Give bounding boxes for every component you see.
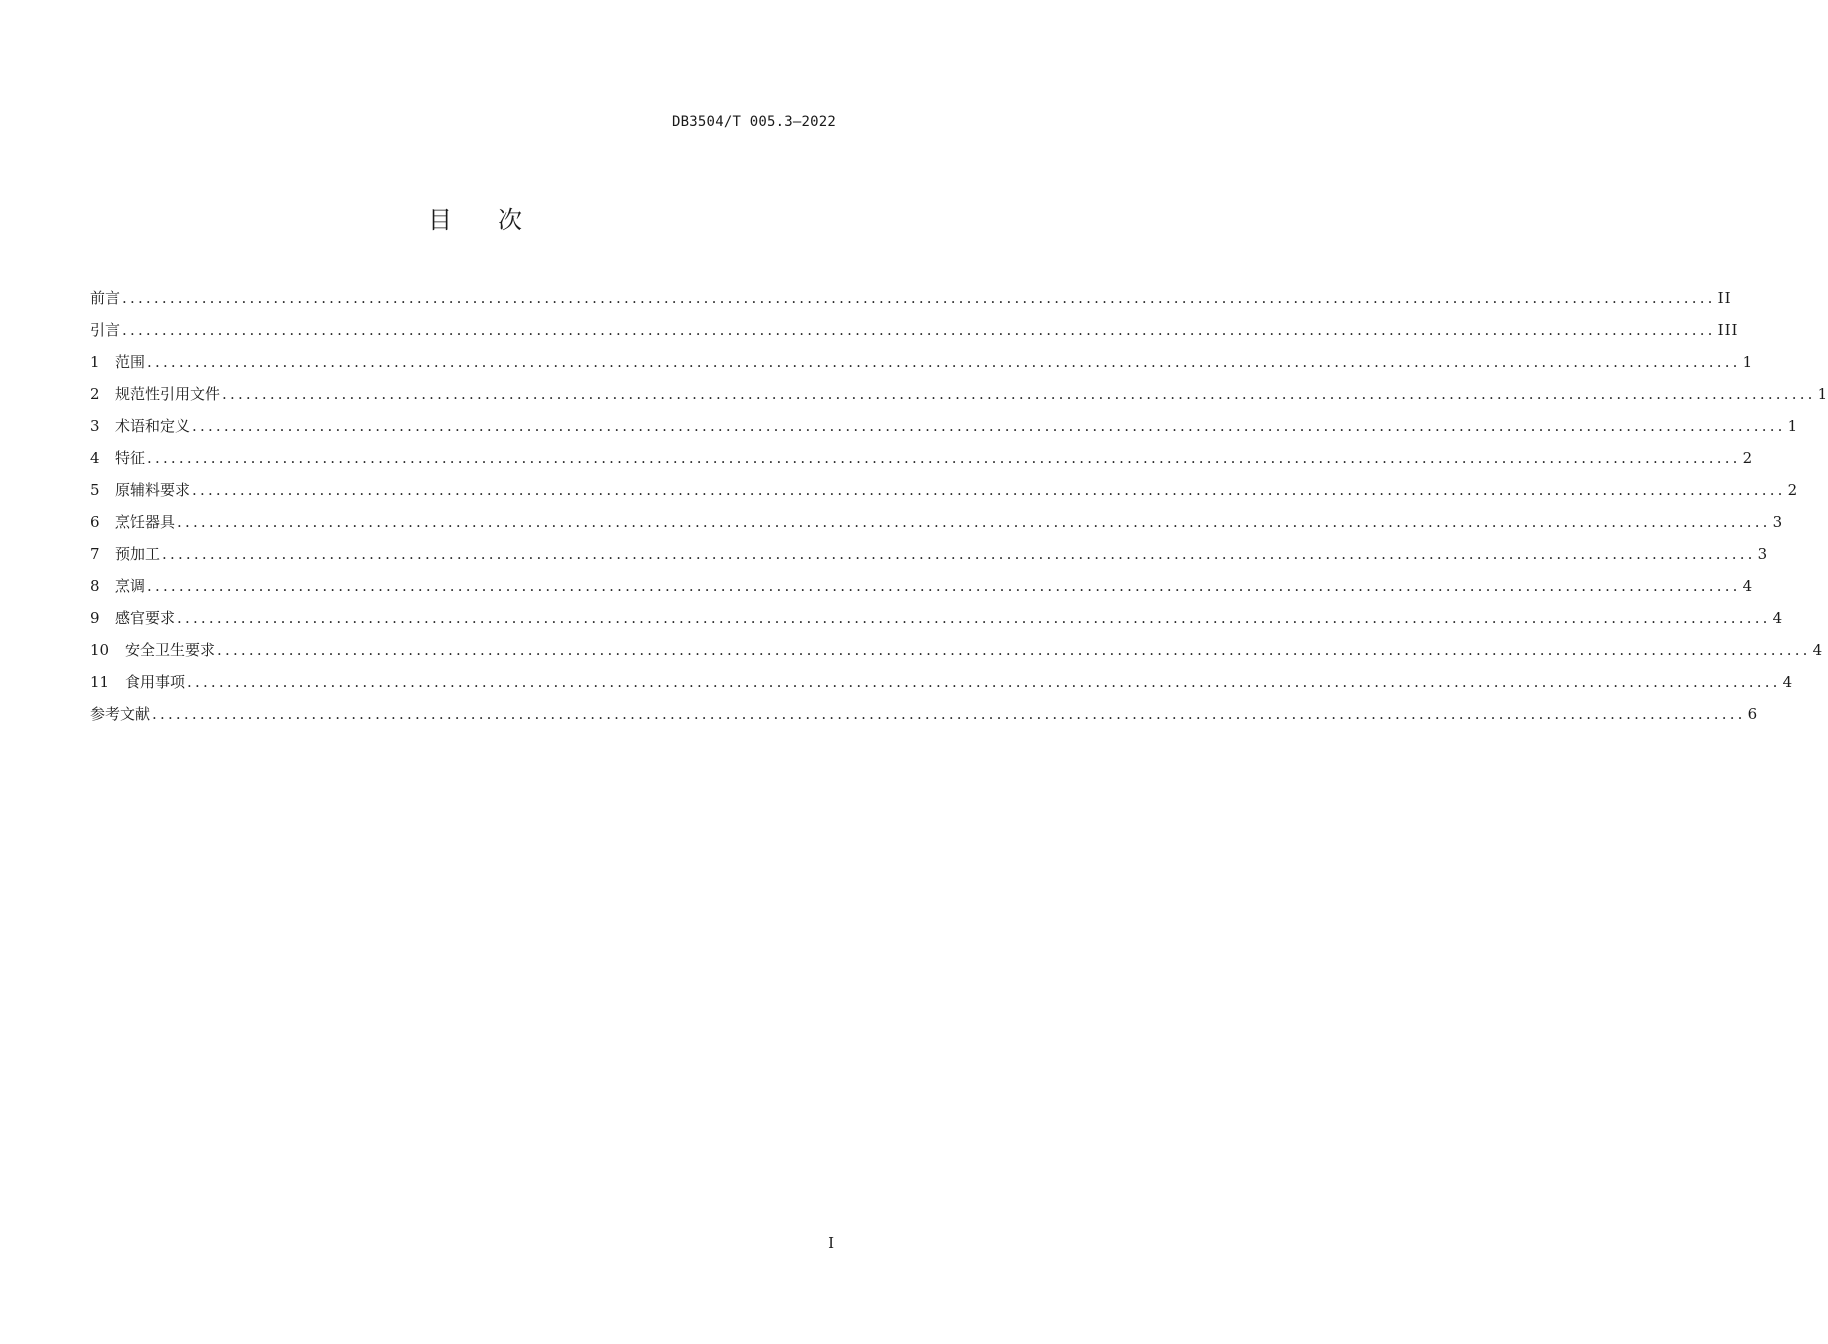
toc-leader-dots: ........................................................................................................................................................................................................: [122, 321, 1716, 339]
toc-entry-label: 原辅料要求: [115, 481, 191, 499]
toc-entry-label: 食用事项: [125, 673, 186, 691]
document-code: DB3504/T 005.3—2022: [672, 114, 836, 130]
toc-entry-characteristics[interactable]: [90, 446, 1754, 478]
toc-entry-pre-processing[interactable]: [90, 542, 1769, 574]
toc-entry-number: 7: [90, 545, 100, 563]
table-of-contents: [90, 286, 1828, 734]
toc-entry-page: 1: [1742, 353, 1754, 371]
toc-entry-page: III: [1717, 321, 1739, 339]
toc-entry-page: 4: [1772, 609, 1784, 627]
toc-entry-terms-definitions[interactable]: [90, 414, 1799, 446]
toc-leader-dots: ........................................................................................................................................................................................................: [152, 705, 1746, 723]
toc-entry-page: 3: [1757, 545, 1769, 563]
toc-entry-label: 参考文献: [90, 705, 151, 723]
toc-entry-label: 前言: [90, 289, 121, 307]
toc-entry-page: 4: [1782, 673, 1794, 691]
toc-entry-number: 8: [90, 577, 100, 595]
toc-entry-page: 4: [1812, 641, 1824, 659]
toc-entry-page: 1: [1817, 385, 1828, 403]
toc-entry-number: 3: [90, 417, 100, 435]
toc-entry-number: 11: [90, 673, 110, 691]
toc-entry-number: 2: [90, 385, 100, 403]
toc-entry-label: 引言: [90, 321, 121, 339]
toc-leader-dots: ........................................................................................................................................................................................................: [177, 513, 1771, 531]
toc-leader-dots: ........................................................................................................................................................................................................: [187, 673, 1781, 691]
toc-entry-page: 2: [1742, 449, 1754, 467]
toc-entry-page: 6: [1747, 705, 1759, 723]
toc-entry-page: 4: [1742, 577, 1754, 595]
toc-entry-page: II: [1717, 289, 1732, 307]
toc-entry-label: 特征: [115, 449, 146, 467]
toc-entry-number: 5: [90, 481, 100, 499]
toc-leader-dots: ........................................................................................................................................................................................................: [147, 353, 1741, 371]
toc-leader-dots: ........................................................................................................................................................................................................: [122, 289, 1716, 307]
toc-leader-dots: ........................................................................................................................................................................................................: [192, 417, 1786, 435]
toc-leader-dots: ........................................................................................................................................................................................................: [192, 481, 1786, 499]
toc-entry-consumption-notes[interactable]: [90, 670, 1794, 702]
toc-entry-raw-materials[interactable]: [90, 478, 1799, 510]
toc-entry-cooking-utensils[interactable]: [90, 510, 1784, 542]
toc-entry-label: 预加工: [115, 545, 161, 563]
toc-entry-page: 2: [1787, 481, 1799, 499]
toc-entry-label: 规范性引用文件: [115, 385, 221, 403]
toc-entry-number: 6: [90, 513, 100, 531]
toc-entry-label: 烹饪器具: [115, 513, 176, 531]
toc-entry-label: 感官要求: [115, 609, 176, 627]
toc-entry-number: 1: [90, 353, 100, 371]
toc-entry-bibliography[interactable]: [90, 702, 1759, 734]
toc-leader-dots: ........................................................................................................................................................................................................: [222, 385, 1816, 403]
toc-entry-number: 4: [90, 449, 100, 467]
toc-entry-sensory-requirements[interactable]: [90, 606, 1784, 638]
toc-entry-foreword[interactable]: [90, 286, 1732, 318]
toc-leader-dots: ........................................................................................................................................................................................................: [147, 577, 1741, 595]
page-number: I: [828, 1234, 834, 1252]
toc-entry-page: 1: [1787, 417, 1799, 435]
toc-entry-number: 9: [90, 609, 100, 627]
toc-entry-introduction[interactable]: [90, 318, 1739, 350]
toc-entry-label: 安全卫生要求: [125, 641, 216, 659]
page-title: 目次: [428, 206, 568, 234]
toc-leader-dots: ........................................................................................................................................................................................................: [177, 609, 1771, 627]
toc-entry-scope[interactable]: [90, 350, 1754, 382]
toc-leader-dots: ........................................................................................................................................................................................................: [217, 641, 1811, 659]
toc-entry-label: 烹调: [115, 577, 146, 595]
toc-entry-safety-hygiene[interactable]: [90, 638, 1824, 670]
toc-entry-label: 范围: [115, 353, 146, 371]
toc-leader-dots: ........................................................................................................................................................................................................: [147, 449, 1741, 467]
toc-entry-number: 10: [90, 641, 110, 659]
toc-entry-normative-references[interactable]: [90, 382, 1828, 414]
toc-entry-page: 3: [1772, 513, 1784, 531]
toc-entry-cooking[interactable]: [90, 574, 1754, 606]
toc-leader-dots: ........................................................................................................................................................................................................: [162, 545, 1756, 563]
toc-entry-label: 术语和定义: [115, 417, 191, 435]
